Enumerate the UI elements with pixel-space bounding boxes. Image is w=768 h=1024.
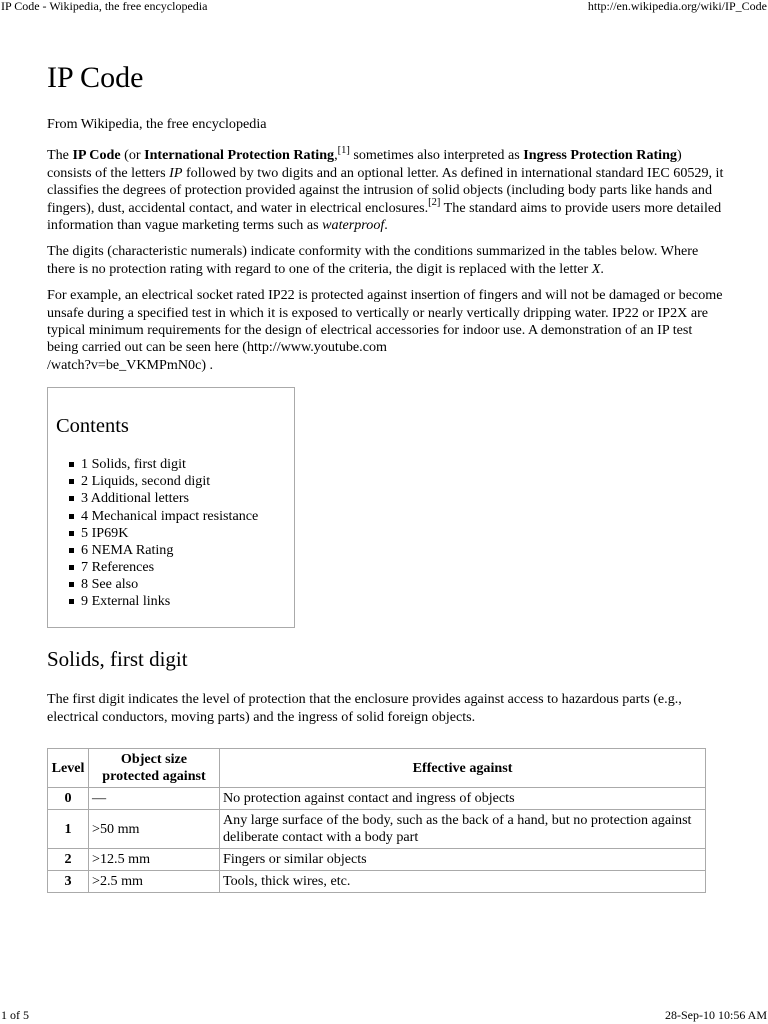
digits-paragraph: The digits (characteristic numerals) indicate conformity with the conditions summarized in the tables below. Where there is no protection rating with regard to one of the criteria, the digit is replaced with the letter X. [47, 243, 699, 277]
print-header-title: IP Code - Wikipedia, the free encyclopedia [1, 0, 208, 13]
size-cell: >50 mm [89, 810, 220, 849]
effective-cell: Tools, thick wires, etc. [220, 871, 706, 893]
term-international-protection-rating: International Protection Rating [144, 147, 335, 164]
effective-cell: No protection against contact and ingress of objects [220, 788, 706, 810]
toc-item-ip69k[interactable]: 5 IP69K [81, 525, 294, 542]
column-header-effective-against: Effective against [220, 749, 706, 788]
level-cell: 1 [48, 810, 89, 849]
citation-link-2[interactable]: [2] [428, 196, 441, 208]
youtube-demo-link[interactable]: (http://www.youtube.com /watch?v=be_VKMPmN0c) [47, 339, 387, 373]
citation-link-1[interactable]: [1] [337, 144, 350, 156]
toc-item-external-links[interactable]: 9 External links [81, 593, 294, 610]
solids-table [47, 748, 706, 893]
site-subtitle: From Wikipedia, the free encyclopedia [47, 116, 267, 132]
size-cell: — [89, 788, 220, 810]
toc-item-liquids[interactable]: 2 Liquids, second digit [81, 473, 294, 490]
column-header-level: Level [48, 749, 89, 788]
page-count: 1 of 5 [1, 1008, 29, 1022]
article-content [47, 60, 725, 893]
intro-paragraph: The IP Code (or International Protection Rating,[1] sometimes also interpreted as Ingress Protection Rating) consists of the letters IP followed by two digits and an optional letter. As defined in international standard IEC 60529, it classifies the degrees of protection provided against the intrusion of solid objects (including body parts like hands and fingers), dust, accidental contact, and water in electrical enclosures.[2] The standard aims to provide users more detailed information than vague marketing terms such as waterproof. [47, 144, 724, 234]
effective-cell: Fingers or similar objects [220, 849, 706, 871]
section-heading-solids: Solids, first digit [47, 647, 188, 672]
print-header [0, 0, 768, 14]
print-header-url[interactable]: http://en.wikipedia.org/wiki/IP_Code [587, 0, 767, 13]
table-header-row [48, 749, 706, 788]
solids-intro: The first digit indicates the level of protection that the enclosure provides against access to hazardous parts (e.g., electrical conductors, moving parts) and the ingress of solid foreign objects. [47, 691, 682, 725]
toc-heading: Contents [56, 415, 129, 438]
size-cell: >12.5 mm [89, 849, 220, 871]
print-footer [0, 1008, 768, 1022]
term-ip-code: IP Code [72, 147, 121, 164]
effective-cell: Any large surface of the body, such as the back of a hand, but no protection against deliberate contact with a body part [220, 810, 706, 849]
column-header-object-size: Object size protected against [89, 749, 220, 788]
toc-item-nema[interactable]: 6 NEMA Rating [81, 542, 294, 559]
toc-item-see-also[interactable]: 8 See also [81, 576, 294, 593]
level-cell: 0 [48, 788, 89, 810]
toc-item-mechanical-impact[interactable]: 4 Mechanical impact resistance [81, 508, 294, 525]
term-ingress-protection-rating: Ingress Protection Rating [523, 147, 677, 164]
page-title: IP Code [47, 61, 144, 94]
level-cell: 3 [48, 871, 89, 893]
table-row [48, 788, 706, 810]
example-paragraph: For example, an electrical socket rated IP22 is protected against insertion of fingers and will not be damaged or become unsafe during a specified test in which it is exposed to vertically or nearly vertically dripping water. IP22 or IP2X are typical minimum requirements for the design of electrical accessories for indoor use. A demonstration of an IP test being carried out can be seen here (http://www.youtube.com /watch?v=be_VKMPmN0c) . [47, 287, 723, 373]
table-row [48, 871, 706, 893]
table-of-contents [47, 387, 295, 628]
toc-item-solids[interactable]: 1 Solids, first digit [81, 456, 294, 473]
toc-list [56, 456, 294, 610]
print-date: 28-Sep-10 10:56 AM [665, 1008, 767, 1022]
table-row [48, 810, 706, 849]
table-row [48, 849, 706, 871]
size-cell: >2.5 mm [89, 871, 220, 893]
toc-item-additional-letters[interactable]: 3 Additional letters [81, 490, 294, 507]
level-cell: 2 [48, 849, 89, 871]
toc-item-references[interactable]: 7 References [81, 559, 294, 576]
